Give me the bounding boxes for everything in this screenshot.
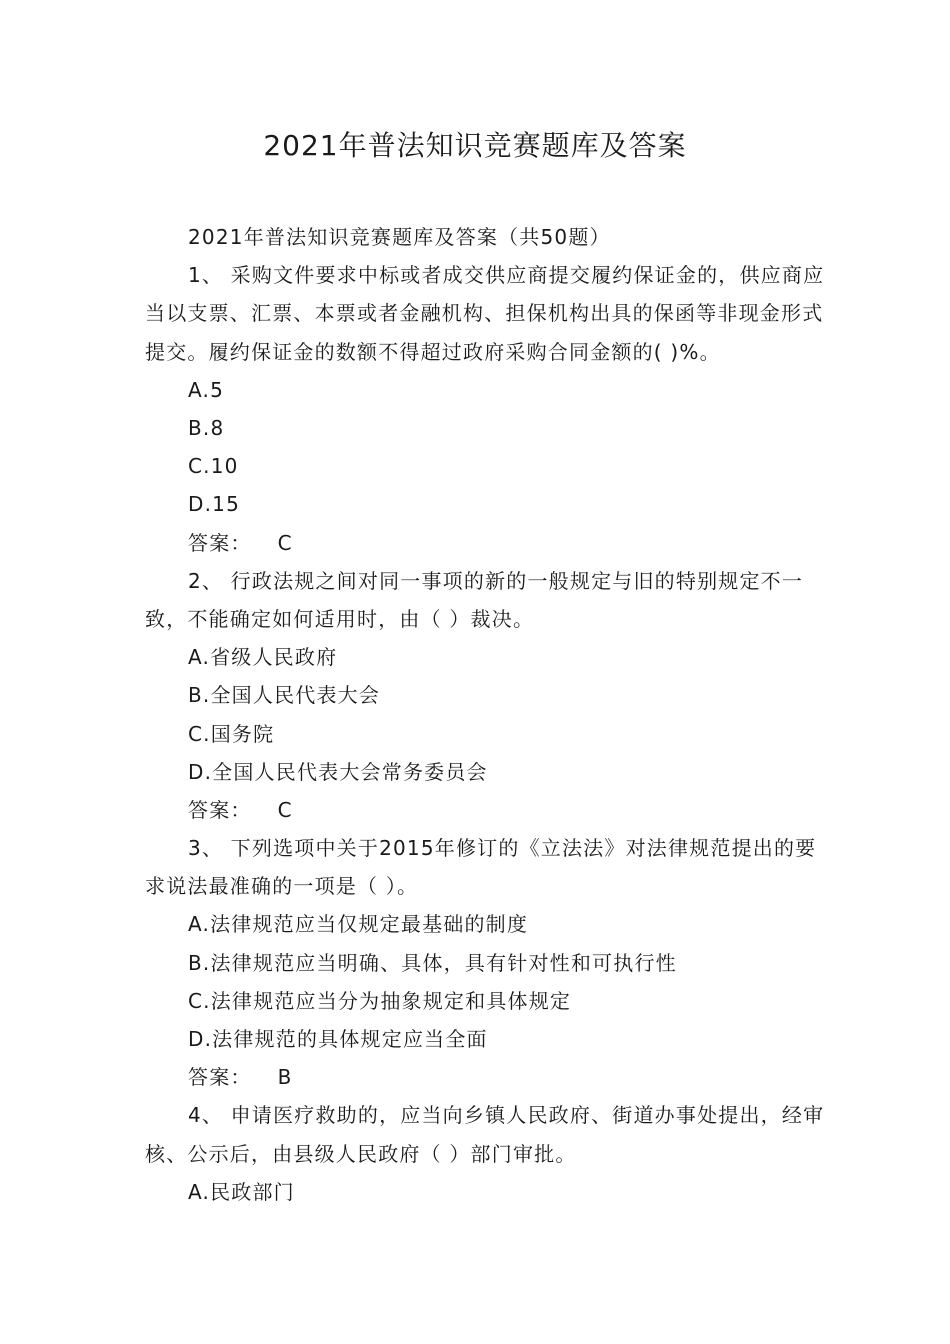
- question-1-option-c: C.10: [188, 454, 239, 479]
- answer-value: C: [277, 530, 293, 555]
- question-4-text: 4、 申请医疗救助的，应当向乡镇人民政府、街道办事处提出，经审核、公示后，由县级人民政府（ ）部门审批。: [145, 1103, 825, 1166]
- question-1-answer: [145, 524, 825, 562]
- answer-label: 答案：: [188, 1065, 252, 1090]
- document-title: 2021年普法知识竞赛题库及答案: [263, 129, 687, 162]
- question-1-option-d: D.15: [188, 492, 241, 517]
- question-1-option-b: B.8: [188, 415, 225, 440]
- document-subtitle: 2021年普法知识竞赛题库及答案（共50题）: [188, 225, 611, 249]
- answer-value: C: [277, 797, 293, 822]
- document-body: [145, 218, 825, 1211]
- question-3-option-a: A.法律规范应当仅规定最基础的制度: [188, 912, 529, 937]
- question-1-text: 1、 采购文件要求中标或者成交供应商提交履约保证金的，供应商应当以支票、汇票、本票或者金融机构、担保机构出具的保函等非现金形式提交。履约保证金的数额不得超过政府采购合同金额的( )%。: [145, 263, 825, 364]
- question-2-text: 2、 行政法规之间对同一事项的新的一般规定与旧的特别规定不一致，不能确定如何适用时，由（ ）裁决。: [145, 568, 804, 631]
- question-3-option-b: B.法律规范应当明确、具体，具有针对性和可执行性: [188, 950, 677, 975]
- question-2-option-c: C.国务院: [188, 721, 275, 746]
- answer-label: 答案：: [188, 530, 252, 555]
- question-3-option-d: D.法律规范的具体规定应当全面: [188, 1027, 488, 1052]
- question-2-answer: [145, 791, 825, 829]
- question-1-option-a: A.5: [188, 377, 225, 402]
- answer-label: 答案：: [188, 797, 252, 822]
- question-3-answer: [145, 1058, 825, 1096]
- question-3-text: 3、 下列选项中关于2015年修订的《立法法》对法律规范提出的要求说法最准确的一项是（ ）。: [145, 836, 817, 899]
- question-2-option-a: A.省级人民政府: [188, 645, 338, 670]
- question-4-option-a: A.民政部门: [188, 1179, 295, 1204]
- question-3-option-c: C.法律规范应当分为抽象规定和具体规定: [188, 988, 572, 1013]
- question-2-option-d: D.全国人民代表大会常务委员会: [188, 759, 488, 784]
- answer-value: B: [277, 1065, 293, 1090]
- question-2-option-b: B.全国人民代表大会: [188, 683, 381, 708]
